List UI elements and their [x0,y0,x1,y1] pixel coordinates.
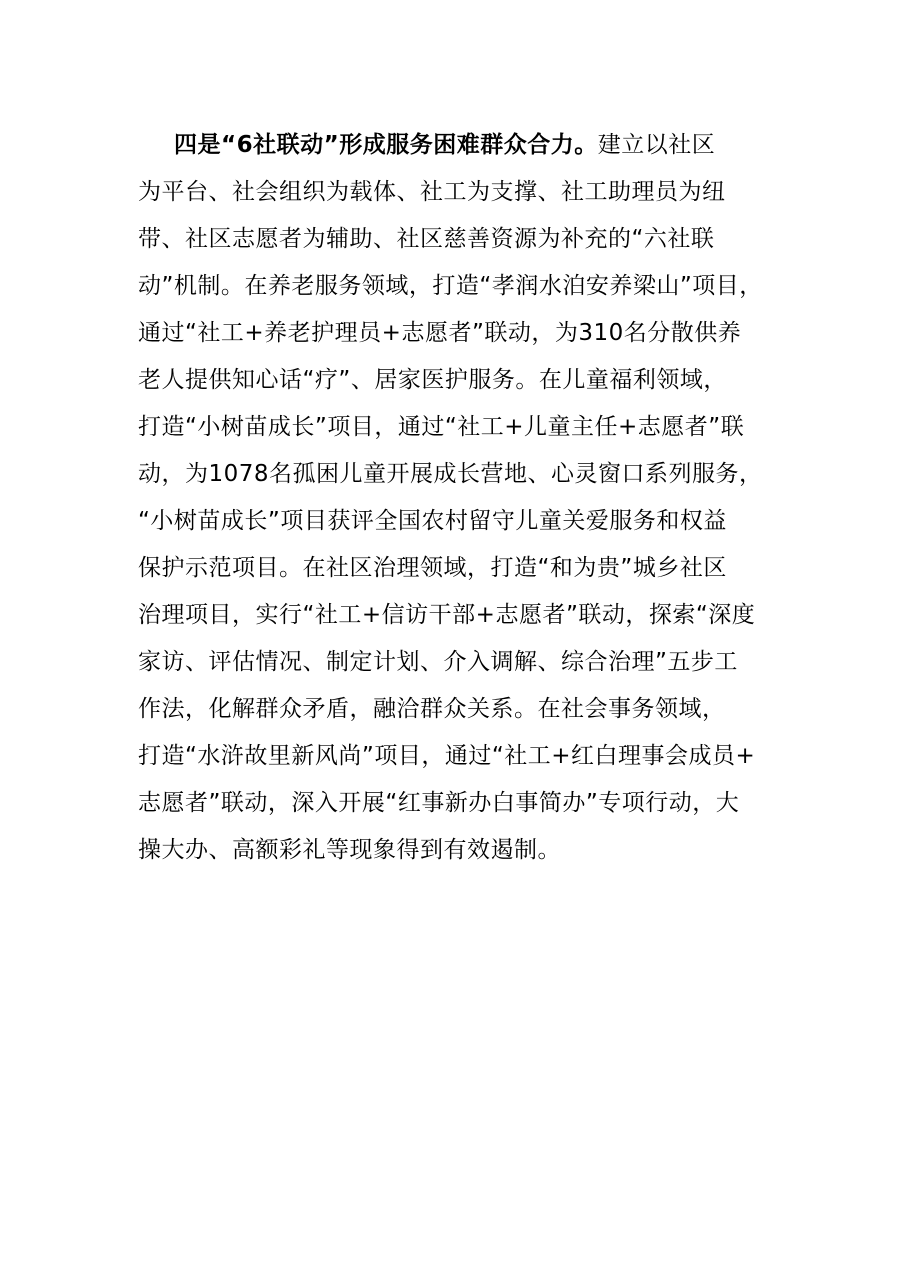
paragraph-line-8: 动，为1078名孤困儿童开展成长营地、心灵窗口系列服务， [138,461,763,487]
paragraph-line-10: 保护示范项目。在社区治理领域，打造“和为贵”城乡社区 [138,555,727,581]
paragraph-line-16: 操大办、高额彩礼等现象得到有效遏制。 [138,837,561,863]
paragraph-line-3: 带、社区志愿者为辅助、社区慈善资源为补充的“六社联 [138,226,715,252]
paragraph-heading: 四是“6社联动”形成服务困难群众合力。 [174,132,598,158]
paragraph-line-2: 为平台、社会组织为载体、社工为支撑、社工助理员为纽 [138,179,726,205]
paragraph-line-5: 通过“社工+养老护理员+志愿者”联动，为310名分散供养 [138,320,742,346]
line-text: 建立以社区 [597,132,716,158]
paragraph-line-12: 家访、评估情况、制定计划、介入调解、综合治理”五步工 [138,649,738,675]
paragraph-line-15: 志愿者”联动，深入开展“红事新办白事简办”专项行动，大 [138,790,740,816]
paragraph-line-7: 打造“小树苗成长”项目，通过“社工+儿童主任+志愿者”联 [138,414,745,440]
paragraph-line-14: 打造“水浒故里新风尚”项目，通过“社工+红白理事会成员+ [138,743,756,769]
paragraph-line-13: 作法，化解群众矛盾，融洽群众关系。在社会事务领域， [138,696,726,722]
paragraph-line-6: 老人提供知心话“疗”、居家医护服务。在儿童福利领域， [138,367,727,393]
paragraph-line-9: “小树苗成长”项目获评全国农村留守儿童关爱服务和权益 [138,508,727,534]
paragraph-line-11: 治理项目，实行“社工+信访干部+志愿者”联动，探索“深度 [138,602,756,628]
paragraph-line-1 [138,122,780,169]
body-paragraph [138,122,780,874]
paragraph-line-4: 动”机制。在养老服务领域，打造“孝润水泊安养梁山”项目， [138,273,763,299]
